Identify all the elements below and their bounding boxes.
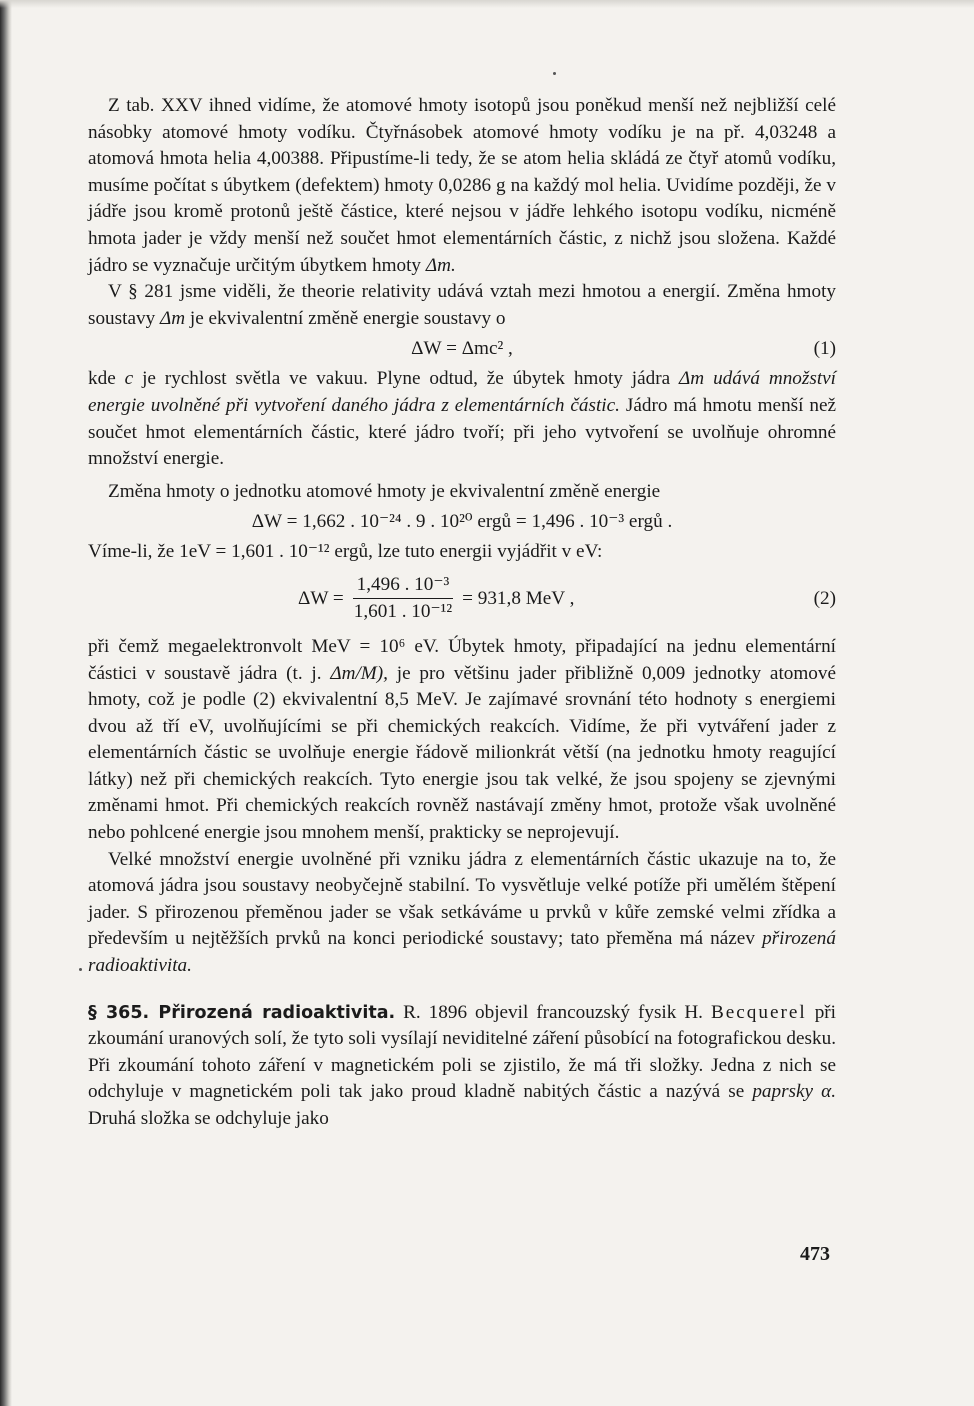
equation-2-lhs: ΔW =: [298, 587, 344, 609]
equation-energy-ergs-body: ΔW = 1,662 . 10⁻²⁴ . 9 . 10²⁰ ergů = 1,496 . 10⁻³ ergů .: [251, 511, 673, 533]
paragraph-text: kde: [88, 368, 116, 390]
paragraph-unit-mass: [88, 479, 836, 506]
section-365: [88, 1000, 836, 1133]
page-binding-shadow: [0, 0, 12, 1406]
equation-2-rhs: = 931,8 MeV ,: [462, 587, 575, 609]
paragraph-energy-release: [88, 366, 836, 472]
paragraph-ev-conversion: [88, 539, 836, 566]
page-number: 473: [800, 1243, 830, 1265]
page-body: [88, 93, 836, 1133]
speck-mark: [553, 72, 556, 75]
math-symbol: Δm.: [425, 254, 456, 276]
page-top-shadow: [0, 0, 974, 8]
paragraph-text: V § 281 jsme viděli, že theorie relativity udává vztah mezi hmotou a energií. Změna hmoty soustavy: [88, 281, 836, 329]
paragraph-megaelectronvolt: [88, 634, 836, 847]
paragraph-stability: [88, 847, 836, 980]
paragraph-relativity: [88, 279, 836, 332]
emphasis-text: přirozená radioaktivita.: [88, 928, 836, 977]
math-symbol: Δm: [159, 307, 186, 329]
paragraph-text: Jádro má hmotu menší než součet hmot elementárních částic, které jádro tvoří; při jeho vytvoření se uvolňuje ohromné množství energie.: [88, 394, 837, 470]
paragraph-text: Víme-li, že 1eV = 1,601 . 10⁻¹² ergů, lze tuto energii vyjádřit v eV:: [88, 541, 603, 563]
equation-2-body: [298, 570, 574, 628]
emphasis-text: udává množství energie uvolněné při vytvoření daného jádra z elementárních částic.: [88, 368, 837, 416]
fraction-numerator: 1,496 . 10⁻³: [353, 572, 454, 599]
paragraph-text: Z tab. XXV ihned vidíme, že atomové hmoty isotopů jsou poněkud menší než nejbližší celé násobky atomové hmoty vodíku. Čtyřnásobek atomové hmoty vodíku je na př. 4,03248 a atomová hmota helia 4,00388. Připustíme-li tedy, že se atom helia skládá ze čtyř atomů vodíku, musíme počítat s úbytkem (defektem) hmoty 0,0286 g na každý mol helia. Uvidíme později, že v jádře jsou kromě protonů ještě částice, které nejsou v jádře lehkého isotopu vodíku, nicméně hmota jader je vždy menší než součet hmot elementárních částic, z nichž jsou složena. Každé jádro se vyznačuje určitým úbytkem hmoty: [88, 95, 836, 276]
paragraph-text: Druhá složka se odchyluje jako: [88, 1108, 329, 1129]
equation-2: [88, 570, 836, 628]
equation-1-body: ΔW = Δmc² ,: [411, 338, 513, 360]
paragraph-text: je ekvivalentní změně energie soustavy o: [189, 307, 506, 329]
paragraph-text: R. 1896 objevil francouzský fysik H.: [403, 1001, 703, 1023]
equation-energy-ergs: [88, 505, 836, 539]
paragraph-text: Velké množství energie uvolněné při vzniku jádra z elementárních částic ukazuje na to, že atomová jádra jsou soustavy neobyčejně stabilní. To vysvětluje velké potíže při umělém štěpení jader. S přirozenou přeměnou jader se však setkáváme u prvků v kůře zemské velmi zřídka a především u nejtěžších prvků na konci periodické soustavy; tato přeměna má název: [88, 848, 836, 950]
equation-2-fraction: [350, 572, 456, 625]
paragraph-text: Změna hmoty o jednotku atomové hmoty je ekvivalentní změně energie: [108, 480, 661, 502]
section-heading: § 365. Přirozená radioaktivita.: [88, 1002, 396, 1023]
fraction-denominator: 1,601 . 10⁻¹²: [353, 601, 453, 623]
paragraph-text: při zkoumání uranových solí, že tyto soli vysílají neviditelné záření působící na fotografickou desku. Při zkoumání tohoto záření v magnetickém poli se zjistilo, že má tři složky. Jedna z nich se odchyluje v magnetickém poli tak jako proud kladně nabitých částic a nazývá se: [88, 1001, 837, 1103]
math-symbol: c: [124, 368, 134, 390]
paragraph-text: při čemž megaelektronvolt MeV = 10⁶ eV. Úbytek hmoty, připadající na jednu elementární částici v soustavě jádra (t. j.: [88, 635, 836, 684]
paragraph-text: je rychlost světla ve vakuu. Plyne odtud, že úbytek hmoty jádra: [142, 368, 671, 390]
paragraph-text: je pro většinu jader přibližně 0,009 jednotky atomové hmoty, což je podle (2) ekvivalentní 8,5 MeV. Je zajímavé srovnání této hodnoty s energiemi dvou až tří eV, uvolňujícími se při chemických reakcích. Vidíme, že při vytváření jader z elementárních částic se uvolňuje energie řádově milionkrát větší (na jednotku hmoty reagující látky) než při chemických reakcích. Tyto energie jsou tak velké, že jsou spojeny se zjevnými změnami hmot. Při chemických reakcích rovněž nastávají změny hmot, protože však uvolněné nebo pohlcené energie jsou mnohem menší, prakticky se neprojevují.: [88, 662, 836, 844]
paragraph-mass-defect: [88, 93, 836, 279]
emphasis-text: paprsky α.: [752, 1081, 836, 1103]
equation-2-number: (2): [813, 587, 836, 609]
speck-mark: [79, 968, 82, 971]
math-symbol: Δm: [679, 368, 705, 390]
person-name: Becquerel: [710, 1001, 807, 1023]
equation-1-number: (1): [813, 338, 836, 360]
math-symbol: Δm/M),: [330, 662, 388, 684]
equation-1: [88, 332, 836, 366]
